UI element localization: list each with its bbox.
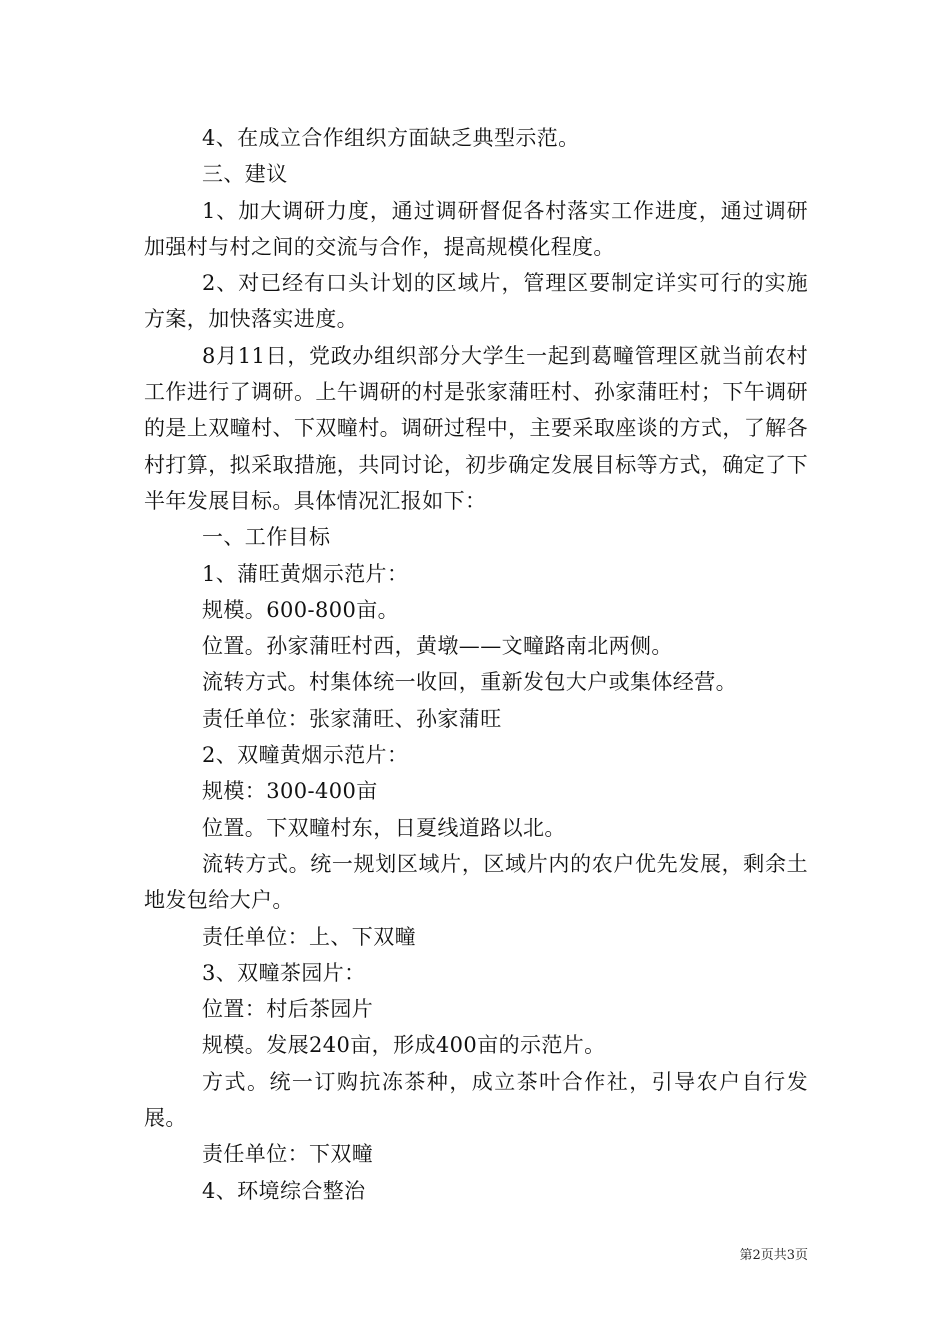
item-heading-environment: 4、环境综合整治 (202, 1178, 366, 1203)
detail-responsible-tea: 责任单位：下双疃 (202, 1142, 374, 1167)
detail-responsible-puwang: 责任单位：张家蒲旺、孙家蒲旺 (202, 706, 502, 731)
detail-scale-puwang: 规模。600-800亩。 (202, 597, 400, 622)
paragraph-survey-intro: 8月11日，党政办组织部分大学生一起到葛疃管理区就当前农村工作进行了调研。上午调研的村是张家蒲旺村、孙家蒲旺村；下午调研的是上双疃村、下双疃村。调研过程中，主要采取座谈的方式，了解各村打算，拟采取措施，共同讨论，初步确定发展目标等方式，确定了下半年发展目标。具体情况汇报如下： (144, 343, 808, 513)
page-number-footer: 第2页共3页 (739, 1248, 808, 1263)
detail-scale-tea: 规模。发展240亩，形成400亩的示范片。 (202, 1033, 606, 1058)
detail-transfer-puwang: 流转方式。村集体统一收回，重新发包大户或集体经营。 (202, 670, 737, 695)
paragraph-item-4-example: 4、在成立合作组织方面缺乏典型示范。 (202, 126, 580, 150)
detail-location-shuangtuan: 位置。下双疃村东，日夏线道路以北。 (202, 815, 566, 840)
section-heading-suggestions: 三、建议 (202, 162, 288, 187)
detail-scale-shuangtuan: 规模：300-400亩 (202, 779, 378, 804)
detail-transfer-shuangtuan: 流转方式。统一规划区域片，区域片内的农户优先发展，剩余土地发包给大户。 (144, 851, 808, 913)
detail-method-tea: 方式。统一订购抗冻茶种，成立茶叶合作社，引导农户自行发展。 (144, 1069, 808, 1131)
detail-responsible-shuangtuan: 责任单位：上、下双疃 (202, 924, 416, 949)
document-body (144, 120, 808, 1209)
detail-location-puwang: 位置。孙家蒲旺村西，黄墩——文疃路南北两侧。 (202, 634, 673, 659)
section-heading-work-goals: 一、工作目标 (202, 525, 331, 550)
paragraph-suggestion-2: 2、对已经有口头计划的区域片，管理区要制定详实可行的实施方案，加快落实进度。 (144, 271, 808, 332)
item-heading-shuangtuan-tobacco: 2、双疃黄烟示范片： (202, 743, 409, 768)
detail-location-tea: 位置：村后茶园片 (202, 997, 374, 1022)
item-heading-tea-garden: 3、双疃茶园片： (202, 960, 366, 985)
paragraph-suggestion-1: 1、加大调研力度，通过调研督促各村落实工作进度，通过调研加强村与村之间的交流与合作，提高规模化程度。 (144, 198, 808, 259)
item-heading-puwang-tobacco: 1、蒲旺黄烟示范片： (202, 561, 409, 586)
